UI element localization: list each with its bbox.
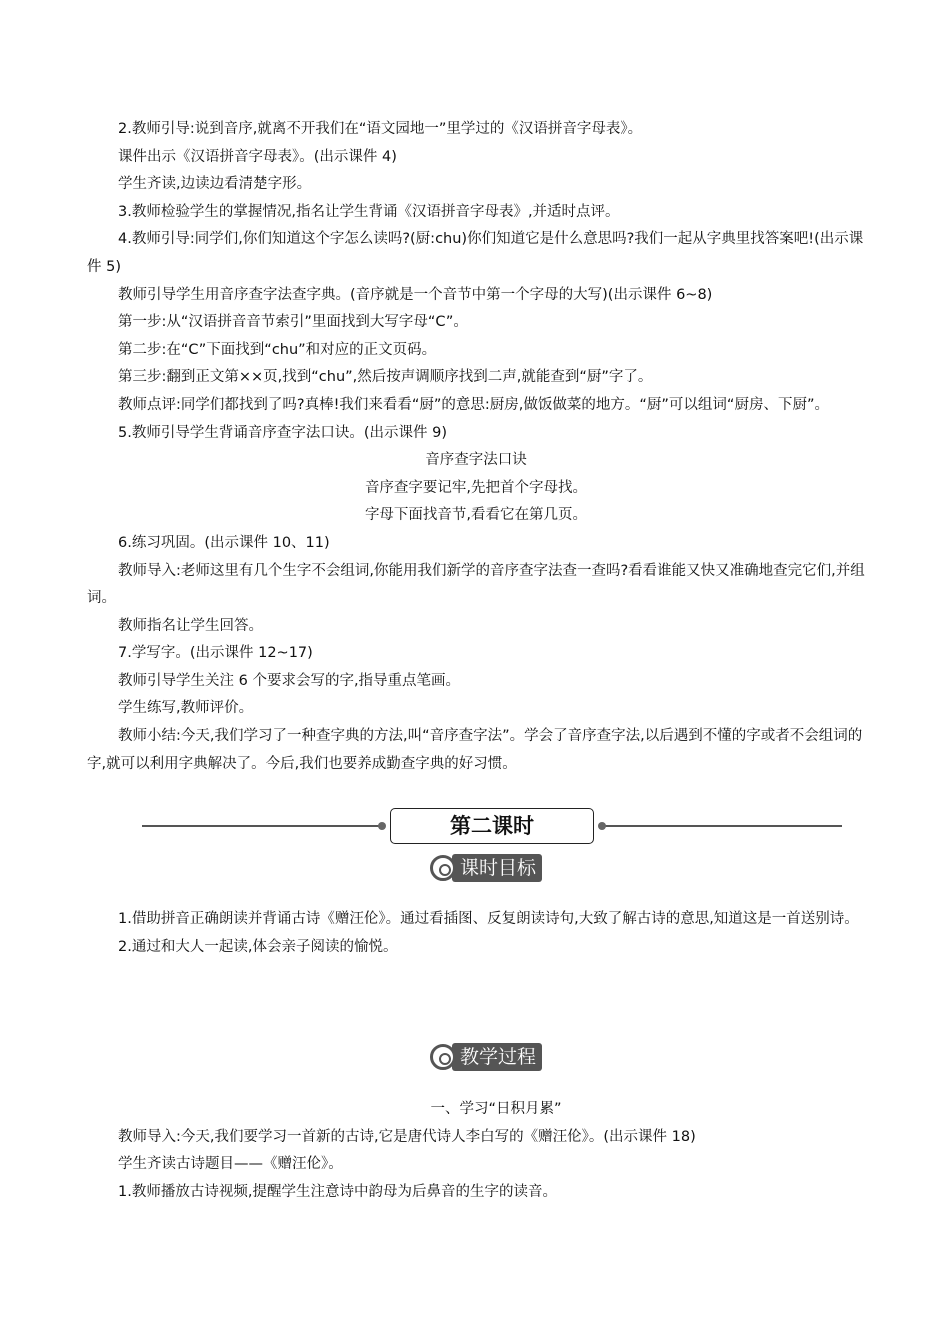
paragraph: 教师小结:今天,我们学习了一种查字典的方法,叫“音序查字法”。学会了音序查字法,以后遇到不懂的字或者不会组词的字,就可以利用字典解决了。今后,我们也要养成勤查字典的好习惯。 — [87, 728, 863, 772]
paragraph: 教师导入:今天,我们要学习一首新的古诗,它是唐代诗人李白写的《赠汪伦》。(出示课件 18) — [118, 1128, 696, 1145]
lesson-title: 第二课时 — [390, 808, 594, 844]
paragraph: 课件出示《汉语拼音字母表》。(出示课件 4) — [118, 148, 397, 165]
paragraph: 1.教师播放古诗视频,提醒学生注意诗中韵母为后鼻音的生字的读音。 — [118, 1183, 557, 1200]
paragraph: 第三步:翻到正文第××页,找到“chu”,然后按声调顺序找到二声,就能查到“厨”字了。 — [118, 369, 653, 386]
paragraph: 6.练习巩固。(出示课件 10、11) — [118, 534, 330, 551]
target-icon — [430, 855, 456, 881]
poem-line: 音序查字要记牢,先把首个字母找。 — [364, 479, 588, 496]
goal-item: 2.通过和大人一起读,体会亲子阅读的愉悦。 — [118, 938, 398, 955]
paragraph: 3.教师检验学生的掌握情况,指名让学生背诵《汉语拼音字母表》,并适时点评。 — [118, 203, 620, 220]
divider — [600, 825, 842, 827]
goals-badge — [430, 853, 542, 883]
lesson-one-steps — [87, 116, 865, 778]
paragraph: 第二步:在“C”下面找到“chu”和对应的正文页码。 — [118, 341, 437, 358]
paragraph: 第一步:从“汉语拼音音节索引”里面找到大写字母“C”。 — [118, 314, 468, 331]
goals-badge-label: 课时目标 — [452, 854, 542, 882]
paragraph: 教师点评:同学们都找到了吗?真棒!我们来看看“厨”的意思:厨房,做饭做菜的地方。“厨”可以组词“厨房、下厨”。 — [118, 396, 829, 413]
divider — [142, 825, 382, 827]
target-icon — [430, 1044, 456, 1070]
paragraph: 教师引导学生关注 6 个要求会写的字,指导重点笔画。 — [118, 672, 461, 689]
process-badge — [430, 1042, 542, 1072]
section-heading: 一、学习“日积月累” — [430, 1101, 562, 1117]
paragraph: 4.教师引导:同学们,你们知道这个字怎么读吗?(厨:chu)你们知道它是什么意思吗?我们一起从字典里找答案吧!(出示课件 5) — [87, 231, 864, 275]
paragraph: 学生齐读,边读边看清楚字形。 — [118, 176, 312, 193]
paragraph: 教师指名让学生回答。 — [118, 617, 263, 634]
process-section — [87, 1096, 865, 1206]
divider-dot — [598, 822, 606, 830]
poem-title: 音序查字法口诀 — [425, 452, 527, 469]
paragraph: 教师引导学生用音序查字法查字典。(音序就是一个音节中第一个字母的大写)(出示课件 6~8) — [118, 286, 713, 303]
paragraph: 5.教师引导学生背诵音序查字法口诀。(出示课件 9) — [118, 424, 447, 441]
process-badge-label: 教学过程 — [452, 1043, 542, 1071]
paragraph: 学生齐读古诗题目——《赠汪伦》。 — [118, 1156, 343, 1173]
goal-item: 1.借助拼音正确朗读并背诵古诗《赠汪伦》。通过看插图、反复朗读诗句,大致了解古诗的意思,知道这是一首送别诗。 — [118, 911, 859, 927]
goals-list — [87, 906, 865, 961]
paragraph: 7.学写字。(出示课件 12~17) — [118, 645, 313, 662]
paragraph: 学生练写,教师评价。 — [118, 700, 254, 717]
paragraph: 教师导入:老师这里有几个生字不会组词,你能用我们新学的音序查字法查一查吗?看看谁能又快又准确地查完它们,并组词。 — [87, 562, 865, 607]
poem-line: 字母下面找音节,看看它在第几页。 — [364, 507, 588, 524]
divider-dot — [378, 822, 386, 830]
lesson-title-banner — [142, 808, 842, 846]
paragraph: 2.教师引导:说到音序,就离不开我们在“语文园地一”里学过的《汉语拼音字母表》。 — [118, 121, 643, 137]
